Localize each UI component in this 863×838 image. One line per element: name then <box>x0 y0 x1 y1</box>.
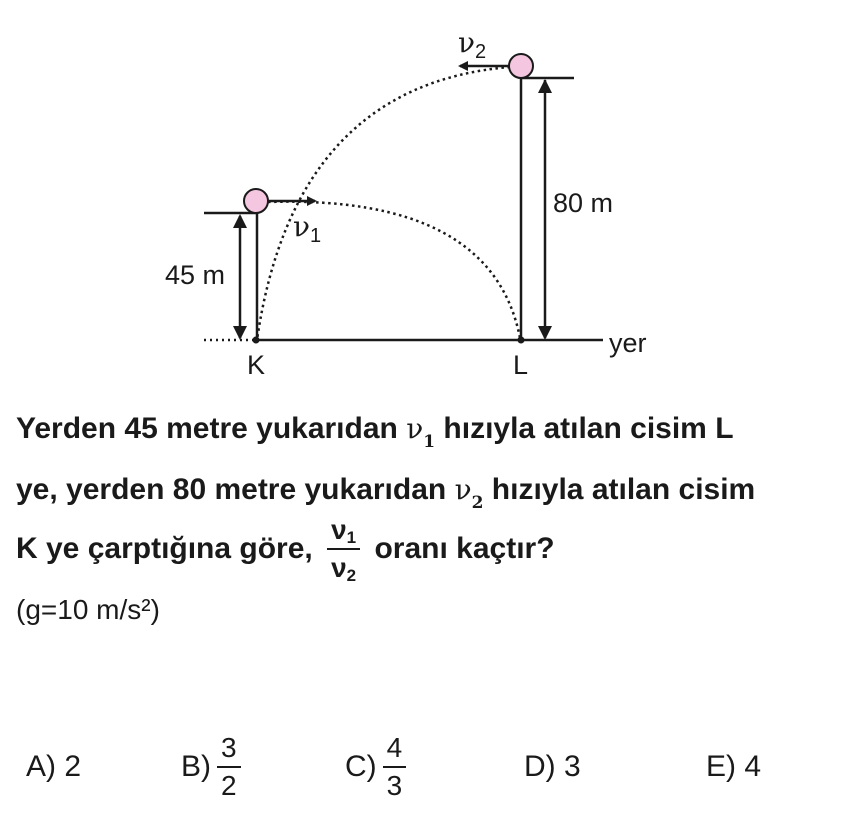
option-fraction <box>383 732 407 802</box>
ground-label: yer <box>609 328 647 358</box>
point-l-label: L <box>513 350 529 380</box>
ball-1 <box>244 189 268 213</box>
question-text: hızıyla atılan cisim <box>491 473 756 506</box>
option-letter: C) <box>345 750 377 783</box>
option-e[interactable] <box>706 750 761 784</box>
given-gravity: (g=10 m/s²) <box>16 594 160 625</box>
ball-2 <box>509 54 533 78</box>
option-value: 3 <box>564 750 581 783</box>
ratio-fraction <box>327 514 360 584</box>
option-value: 2 <box>64 750 82 783</box>
option-d[interactable] <box>524 750 581 784</box>
v1-label: $\nu_1$ <box>293 210 322 247</box>
v1-symbol: $\nu_1$ <box>406 412 436 452</box>
h2-label: 80 m <box>553 188 614 218</box>
v2-symbol: $\nu_2$ <box>454 473 484 513</box>
question-line-3 <box>16 514 555 584</box>
trajectory-2 <box>257 67 510 340</box>
question-text: oranı kaçtır? <box>374 532 555 565</box>
v2-label: $\nu_2$ <box>458 26 487 63</box>
ratio-denominator: ν2 <box>331 552 357 585</box>
question-line-1 <box>16 412 734 452</box>
option-denominator: 3 <box>386 770 403 801</box>
option-denominator: 2 <box>221 770 237 801</box>
option-value: 4 <box>744 750 762 783</box>
question-text: ye, yerden 80 metre yukarıdan <box>16 473 447 506</box>
question-text: hızıyla atılan cisim L <box>443 412 734 445</box>
option-numerator: 4 <box>386 732 403 763</box>
option-fraction <box>217 732 241 802</box>
projectile-diagram <box>0 0 863 400</box>
option-b[interactable] <box>181 732 247 802</box>
option-letter: A) <box>26 750 56 783</box>
question-line-2 <box>16 473 756 513</box>
h1-arrow-down <box>233 326 247 340</box>
option-letter: D) <box>524 750 556 783</box>
option-letter: E) <box>706 750 736 783</box>
h2-arrow-down <box>538 326 552 340</box>
option-a[interactable] <box>26 750 81 784</box>
option-numerator: 3 <box>221 732 237 763</box>
h1-label: 45 m <box>165 260 226 290</box>
question-text: K ye çarptığına göre, <box>16 532 313 565</box>
ratio-numerator: ν1 <box>331 514 357 547</box>
h1-arrow-up <box>233 214 247 228</box>
option-letter: B) <box>181 750 211 783</box>
point-k-label: K <box>247 350 266 380</box>
h2-arrow-up <box>538 79 552 93</box>
option-c[interactable] <box>345 732 412 802</box>
question-text: Yerden 45 metre yukarıdan <box>16 412 398 445</box>
